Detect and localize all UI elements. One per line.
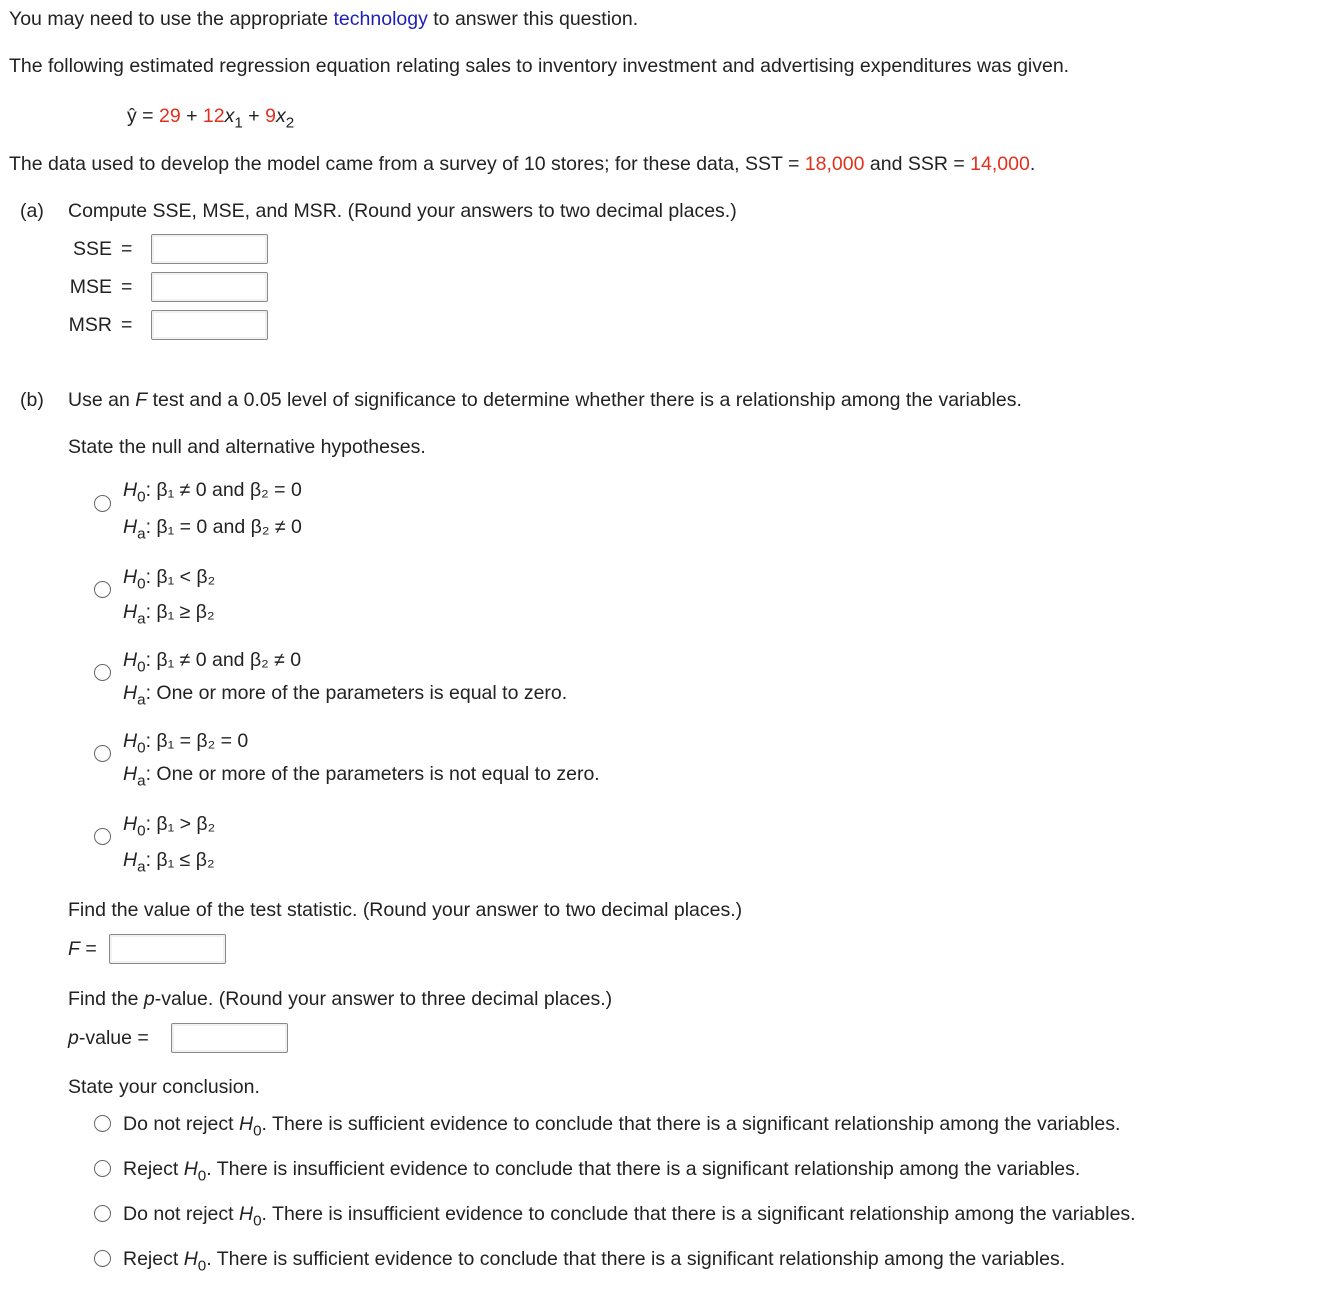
hypothesis-option-3-radio[interactable] (94, 664, 111, 681)
hypothesis-option-4-h0: $H_0$: β₁ = β₂ = 0 (123, 730, 249, 757)
hypothesis-option-1-ha: $H_a$: β₁ = 0 and β₂ ≠ 0 (123, 516, 302, 543)
test-stat-prompt: Find the value of the test statistic. (Round your answer to two decimal places.) (68, 899, 743, 921)
mse-input[interactable] (151, 272, 268, 302)
sse-label: SSE (72, 238, 112, 260)
mse-equals: = (121, 276, 133, 298)
conclusion-option-1-radio[interactable] (94, 1115, 111, 1132)
conclusion-option-3-text: Do not reject $H_0$. There is insufficient evidence to conclude that there is a significant relationship among the variables. (123, 1203, 1136, 1230)
hypothesis-option-2-h0: $H_0$: β₁ < β₂ (123, 566, 216, 593)
intro-line: You may need to use the appropriate technology to answer this question. (9, 8, 639, 30)
part-b-label: (b) (20, 389, 44, 411)
conclusion-option-2-radio[interactable] (94, 1160, 111, 1177)
conclusion-option-3-radio[interactable] (94, 1205, 111, 1222)
conclusion-option-2-text: Reject $H_0$. There is insufficient evidence to conclude that there is a significant relationship among the variables. (123, 1158, 1081, 1185)
sst-value: 18,000 (804, 153, 865, 175)
f-label: F = (68, 938, 97, 960)
technology-link[interactable]: technology (333, 8, 428, 30)
sse-equals: = (121, 238, 133, 260)
hypothesis-option-3-h0: $H_0$: β₁ ≠ 0 and β₂ ≠ 0 (123, 649, 302, 676)
mse-label: MSE (69, 276, 112, 298)
data-sentence: The data used to develop the model came from a survey of 10 stores; for these data, SST = 18,000 and SSR = 14,000. (9, 153, 1036, 175)
intercept-value: 29 (158, 105, 181, 127)
msr-equals: = (121, 314, 133, 336)
pvalue-prompt: Find the p-value. (Round your answer to three decimal places.) (68, 988, 613, 1010)
conclusion-prompt: State your conclusion. (68, 1076, 260, 1098)
hypothesis-option-4-ha: $H_a$: One or more of the parameters is not equal to zero. (123, 763, 600, 790)
hypothesis-option-1-h0: $H_0$: β₁ ≠ 0 and β₂ = 0 (123, 479, 302, 506)
part-a-prompt: Compute SSE, MSE, and MSR. (Round your answers to two decimal places.) (68, 200, 737, 222)
hypothesis-option-5-h0: $H_0$: β₁ > β₂ (123, 813, 216, 840)
pvalue-label: p-value = (68, 1027, 149, 1049)
hypothesis-option-2-radio[interactable] (94, 581, 111, 598)
conclusion-option-4-text: Reject $H_0$. There is sufficient evidence to conclude that there is a significant relationship among the variables. (123, 1248, 1066, 1275)
hypothesis-option-2-ha: $H_a$: β₁ ≥ β₂ (123, 601, 215, 628)
hypothesis-option-1-radio[interactable] (94, 495, 111, 512)
coef-x1: 12 (202, 105, 225, 127)
pvalue-input[interactable] (171, 1023, 288, 1053)
part-b-prompt: Use an F test and a 0.05 level of significance to determine whether there is a relationship among the variables. (68, 389, 1022, 411)
hypothesis-option-5-ha: $H_a$: β₁ ≤ β₂ (123, 849, 215, 876)
coef-x2: 9 (265, 105, 276, 127)
sse-input[interactable] (151, 234, 268, 264)
hypothesis-option-5-radio[interactable] (94, 828, 111, 845)
hypothesis-option-3-ha: $H_a$: One or more of the parameters is equal to zero. (123, 682, 568, 709)
problem-statement: The following estimated regression equation relating sales to inventory investment and advertising expenditures was given. (9, 55, 1070, 77)
msr-input[interactable] (151, 310, 268, 340)
hypotheses-prompt: State the null and alternative hypotheses. (68, 436, 426, 458)
regression-equation: ŷ = $29 + 12x_1 + 9x_2$ (127, 105, 295, 132)
ssr-value: 14,000 (970, 153, 1030, 175)
conclusion-option-4-radio[interactable] (94, 1250, 111, 1267)
msr-label: MSR (68, 314, 112, 336)
part-a-label: (a) (20, 200, 44, 222)
hypothesis-option-4-radio[interactable] (94, 745, 111, 762)
f-input[interactable] (109, 934, 226, 964)
conclusion-option-1-text: Do not reject $H_0$. There is sufficient evidence to conclude that there is a significant relationship among the variables. (123, 1113, 1121, 1140)
